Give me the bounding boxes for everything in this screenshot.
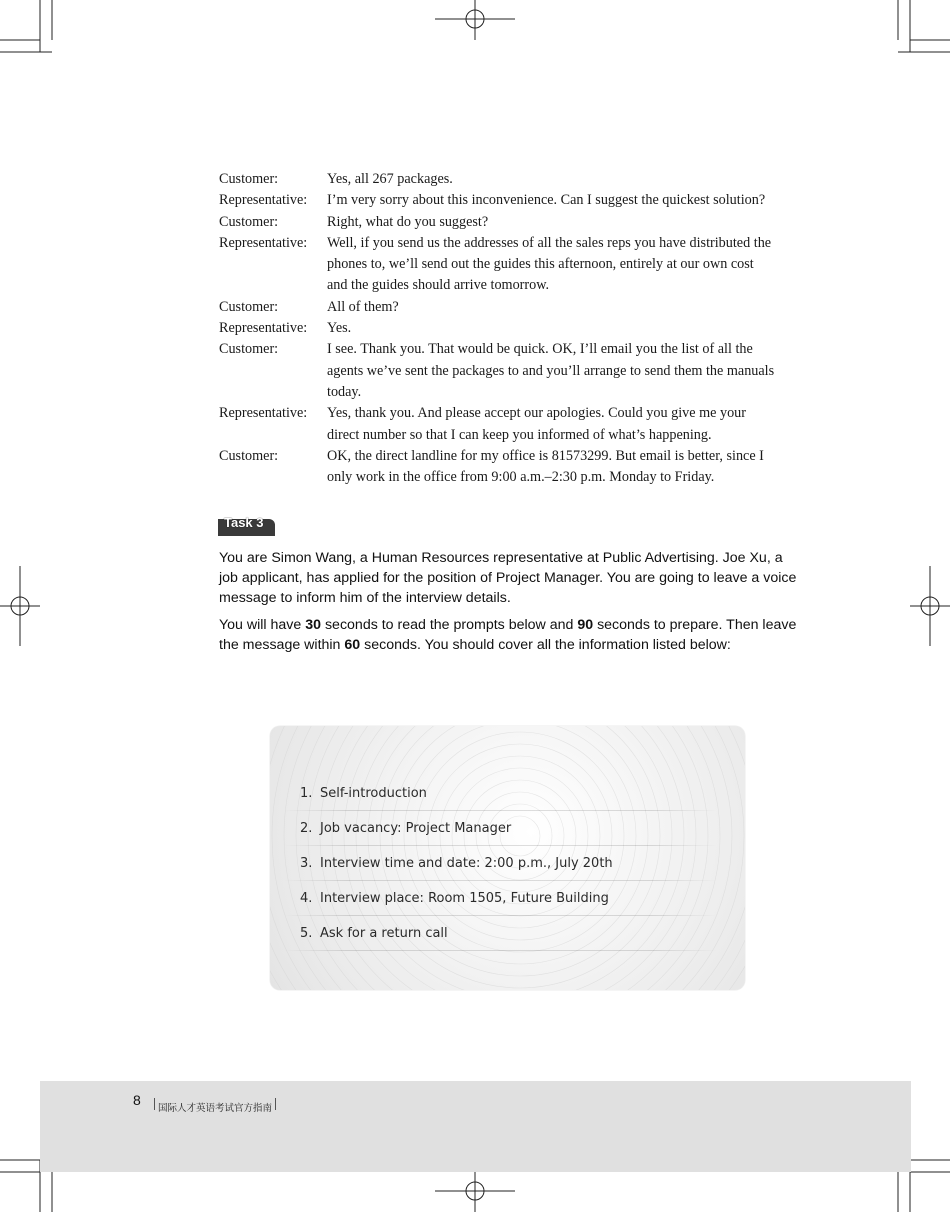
speaker-label: Customer: bbox=[219, 447, 279, 464]
prompt-text: Self-introduction bbox=[320, 786, 427, 801]
prompt-text: Job vacancy: Project Manager bbox=[320, 821, 512, 836]
read-seconds: 30 bbox=[305, 617, 322, 633]
dialogue-turn bbox=[219, 339, 829, 403]
dialogue-line: I’m very sorry about this inconvenience. Can I suggest the quickest solution? bbox=[327, 192, 766, 209]
dialogue-line: Yes, thank you. And please accept our apologies. Could you give me your direct number so that I can keep you informed of what’s happening. bbox=[327, 405, 746, 443]
timing-text: seconds to read the prompts below and bbox=[321, 617, 578, 633]
prompt-number: 3. bbox=[300, 856, 313, 871]
dialogue-turn bbox=[219, 169, 829, 190]
task-instructions bbox=[219, 548, 819, 655]
prompt-divider bbox=[284, 880, 717, 881]
prompt-divider bbox=[284, 810, 717, 811]
prompt-divider bbox=[284, 915, 717, 916]
footer-band bbox=[40, 1081, 911, 1172]
prompt-item bbox=[270, 850, 745, 885]
dialogue-line: Yes, all 267 packages. bbox=[327, 171, 453, 187]
timing-text: You will have bbox=[219, 617, 306, 633]
timing-text: seconds to prepare. Then leave the message within bbox=[219, 617, 797, 653]
speaker-label: Representative: bbox=[219, 405, 308, 422]
prompt-text: Interview time and date: 2:00 p.m., July 20th bbox=[320, 856, 613, 871]
dialogue-turn bbox=[219, 318, 829, 339]
speaker-label: Customer: bbox=[219, 298, 279, 315]
prepare-seconds: 90 bbox=[577, 617, 594, 633]
prompt-text: Interview place: Room 1505, Future Building bbox=[320, 891, 609, 906]
task-badge bbox=[218, 515, 275, 536]
prompt-number: 5. bbox=[300, 926, 313, 941]
prompt-item bbox=[270, 920, 745, 955]
dialogue-turn bbox=[219, 212, 829, 233]
dialogue-turn bbox=[219, 446, 829, 489]
dialogue-line: Yes. bbox=[327, 320, 352, 337]
running-title bbox=[151, 1100, 279, 1114]
dialogue-line: Right, what do you suggest? bbox=[327, 213, 489, 230]
task-scenario: You are Simon Wang, a Human Resources representative at Public Advertising. Joe Xu, a job applicant, has applied for the position of Project Manager. You are going to leave a voice message to inform him of the interview details. bbox=[219, 550, 797, 606]
speaker-label: Customer: bbox=[219, 341, 279, 358]
prompt-divider bbox=[284, 950, 717, 951]
timing-text: seconds. You should cover all the information listed below: bbox=[360, 637, 731, 653]
dialogue-turn bbox=[219, 190, 829, 211]
dialogue-line: I see. Thank you. That would be quick. OK, I’ll email you the list of all the agents we’ve sent the packages to and you’ll arrange to send them the manuals today. bbox=[327, 341, 775, 400]
dialogue bbox=[219, 169, 829, 488]
prompt-list bbox=[270, 780, 745, 955]
prompt-number: 4. bbox=[300, 891, 313, 906]
prompt-number: 1. bbox=[300, 786, 313, 801]
title-divider bbox=[275, 1098, 276, 1110]
prompt-item bbox=[270, 780, 745, 815]
speaker-label: Representative: bbox=[219, 234, 308, 251]
running-title-text: 国际人才英语考试官方指南 bbox=[158, 1103, 273, 1114]
speaker-label: Customer: bbox=[219, 213, 279, 230]
task-label: Task 3 bbox=[224, 515, 264, 530]
title-divider bbox=[154, 1098, 155, 1110]
page-number: 8 bbox=[133, 1092, 141, 1108]
prompt-number: 2. bbox=[300, 821, 313, 836]
dialogue-turn bbox=[219, 233, 829, 297]
dialogue-turn bbox=[219, 297, 829, 318]
prompt-divider bbox=[284, 845, 717, 846]
dialogue-line: Well, if you send us the addresses of all the sales reps you have distributed the phones to, we’ll send out the guides this afternoon, entirely at our own cost and the guides should arrive tomorrow. bbox=[327, 234, 772, 294]
speaker-label: Customer: bbox=[219, 171, 279, 187]
speaker-label: Representative: bbox=[219, 192, 308, 209]
prompt-text: Ask for a return call bbox=[320, 926, 448, 941]
dialogue-turn bbox=[219, 403, 829, 446]
prompt-item bbox=[270, 885, 745, 920]
prompt-card bbox=[270, 726, 745, 990]
task-timing bbox=[219, 615, 819, 655]
prompt-item bbox=[270, 815, 745, 850]
dialogue-line: All of them? bbox=[327, 298, 399, 315]
dialogue-line: OK, the direct landline for my office is 81573299. But email is better, since I only work in the office from 9:00 a.m.–2:30 p.m. Monday to Friday. bbox=[327, 447, 764, 486]
speaker-label: Representative: bbox=[219, 320, 308, 337]
message-seconds: 60 bbox=[344, 637, 361, 653]
